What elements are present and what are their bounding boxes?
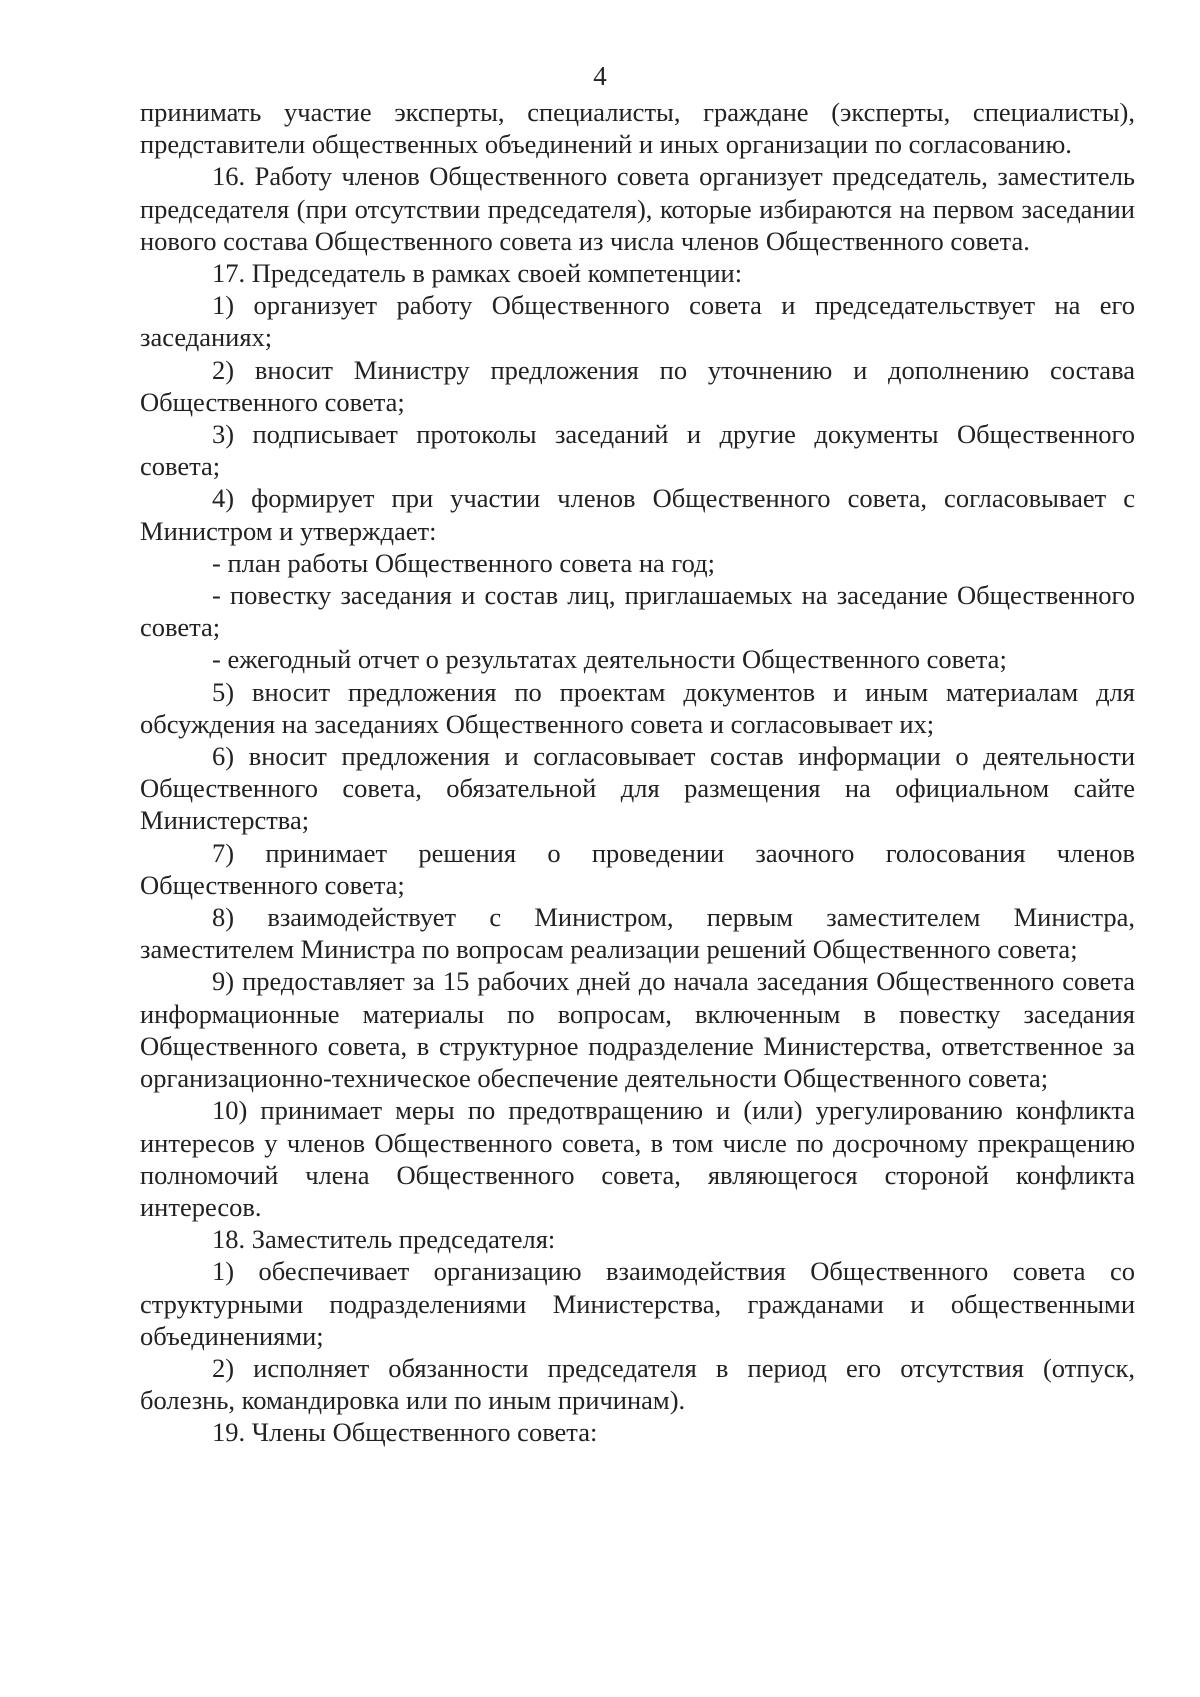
paragraph: принимать участие эксперты, специалисты, граждане (эксперты, специалисты), представители общественных объединений и иных организации по согласованию. [140, 97, 1135, 160]
paragraph: 19. Члены Общественного совета: [212, 1417, 598, 1448]
paragraph: - план работы Общественного совета на год; [212, 547, 715, 578]
paragraph: 6) вносит предложения и согласовывает состав информации о деятельности Общественного совета, обязательной для размещения на официальном сайте Министерства; [140, 741, 1135, 836]
paragraph: 2) исполняет обязанности председателя в период его отсутствия (отпуск, болезнь, командировка или по иным причинам). [140, 1352, 1135, 1416]
paragraph: 7) принимает решения о проведении заочного голосования членов Общественного совета; [140, 837, 1135, 900]
paragraph: 2) вносит Министру предложения по уточнению и дополнению состава Общественного совета; [140, 354, 1135, 417]
document-body [140, 96, 1135, 1449]
paragraph: 5) вносит предложения по проектам документов и иным материалам для обсуждения на заседаниях Общественного совета и согласовывает их; [140, 676, 1135, 739]
paragraph: - ежегодный отчет о результатах деятельности Общественного совета; [212, 644, 1007, 675]
paragraph: 8) взаимодействует с Министром, первым заместителем Министра, заместителем Министра по вопросам реализации решений Общественного совета; [140, 902, 1135, 965]
paragraph: 18. Заместитель председателя: [212, 1224, 556, 1255]
paragraph: - повестку заседания и состав лиц, приглашаемых на заседание Общественного совета; [140, 580, 1135, 643]
paragraph: 4) формирует при участии членов Общественного совета, согласовывает с Министром и утверждает: [140, 483, 1135, 546]
paragraph: 9) предоставляет за 15 рабочих дней до начала заседания Общественного совета информационные материалы по вопросам, включенным в повестку заседания Общественного совета, в структурное подразделение Министерства, ответственное за организационно-техническое обеспечение деятельности Общественного совета; [140, 966, 1135, 1094]
paragraph: 10) принимает меры по предотвращению и (или) урегулированию конфликта интересов у членов Общественного совета, в том числе по досрочному прекращению полномочий члена Общественного совета, являющегося стороной конфликта интересов. [140, 1095, 1135, 1222]
paragraph: 1) обеспечивает организацию взаимодействия Общественного совета со структурными подразделениями Министерства, гражданами и общественными объединениями; [140, 1256, 1135, 1351]
paragraph: 1) организует работу Общественного совета и председательствует на его заседаниях; [140, 290, 1135, 353]
paragraph: 17. Председатель в рамках своей компетенции: [212, 258, 743, 289]
paragraph: 16. Работу членов Общественного совета организует председатель, заместитель председателя (при отсутствии председателя), которые избираются на первом заседании нового состава Общественного совета из числа членов Общественного совета. [140, 161, 1135, 256]
page-number: 4 [593, 61, 607, 91]
paragraph: 3) подписывает протоколы заседаний и другие документы Общественного совета; [140, 419, 1135, 482]
